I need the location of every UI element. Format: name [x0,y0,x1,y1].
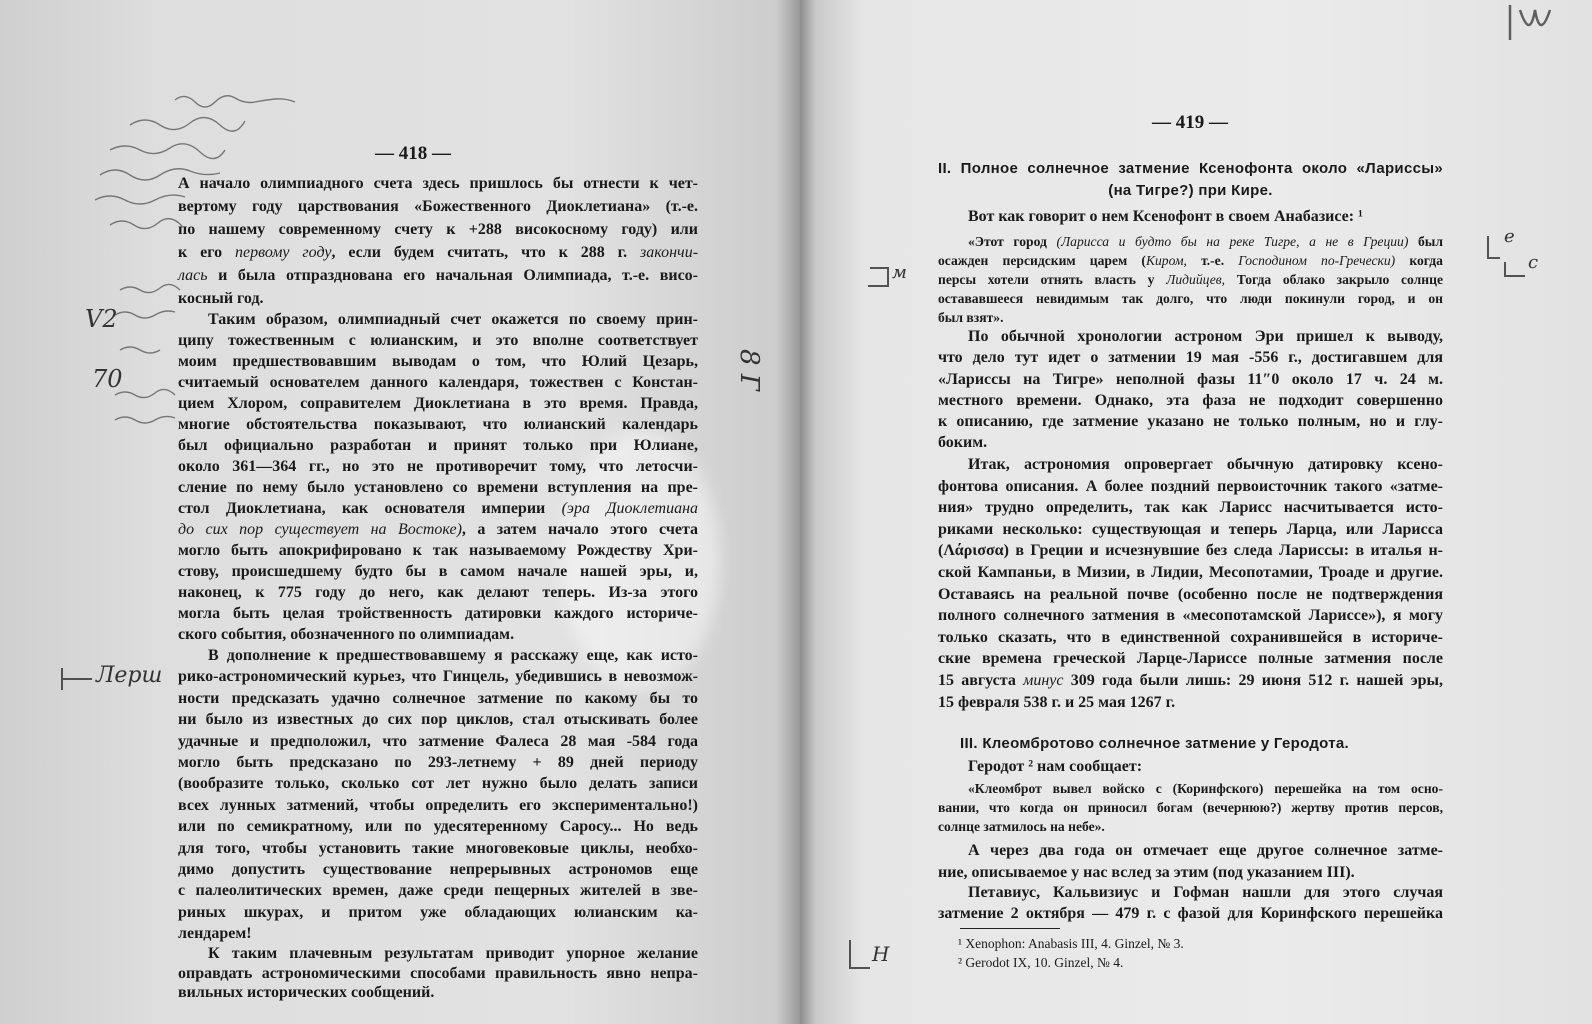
text-segment: был [1408,234,1443,249]
text-line: сление по нему было установлено со времени вступления на пре- [178,479,698,496]
paragraph-olympiad-start [178,172,698,310]
text-line: димо допустить существование непрерывных астрономов еще [178,861,698,879]
text-line [178,519,698,540]
paragraph-ginzel-curiosity [178,645,698,945]
text-line: могло быть предсказано по 293-летнему + 89 дней периоду [178,754,698,772]
text-line: ские времена греческой Ларце-Лариссе полные затмения после [938,650,1443,668]
text-segment: к его [178,244,235,261]
text-line: Итак, астрономия опровергает обычную датировку ксено- [968,456,1443,473]
marginal-note-v2: V2 [85,305,118,333]
italic-text: до сих пор существует на Востоке) [178,521,462,538]
text-line [178,241,698,264]
text-line: вертому году царствования «Божественного Диоклетиана» (т.-е. [178,198,698,215]
italic-text: лась [178,267,208,284]
text-line: что дело тут идет о затмении 19 мая -556 г., достигавшем для [938,349,1443,367]
text-line: затмение 2 октября — 479 г. с фазой для Коринфского перешейка [938,905,1443,922]
text-line: наконец, к 775 году до него, как делают теперь. Из-за этого [178,584,698,601]
text-line: был официально разработан и принят только при Юлиане, [178,437,698,454]
text-line: полного солнечного затмения в «месопотамской Лариссе»), я могу [938,607,1443,625]
text-line [178,498,698,519]
text-line: К таким плачевным результатам приводит упорное желание [208,945,698,962]
marginal-note-e: е [1504,226,1515,247]
text-line [938,270,1443,289]
text-line: для того, чтобы установить такие многовековые циклы, необхо- [178,839,698,857]
text-line: (Λάρισσα) в Греции и исчезнувшие без следа Лариссы: в италья н- [938,542,1443,560]
text-line: лендарем! [178,925,252,943]
marginal-note-c: с [1528,252,1539,273]
text-line: только сказать, что в единственной сохранившейся в историче- [938,628,1443,646]
footnote-2: ² Gerodot IX, 10. Ginzel, № 4. [958,955,1124,970]
text-line [938,670,1443,692]
text-line: с палеолитических времен, даже среди пещерных жителей в зве- [178,882,698,900]
italic-text: (Ларисса и будто бы на реке Тигре, а не в Греции) [1056,234,1409,249]
paragraph-xenophon-intro [938,206,1443,228]
italic-text: первому году [234,244,332,261]
text-line: Геродот ² нам сообщает: [968,758,1143,775]
footnote-1: ¹ Xenophon: Anabasis III, 4. Ginzel, № 3. [958,936,1184,951]
italic-text: Киром, [1145,253,1187,268]
text-line: около 361—364 гг., но это не противоречит тому, что летосчи- [178,458,698,475]
text-line: боким. [938,434,988,452]
text-line: ния» трудно определить, так как Ларисс насчитывается исто- [938,499,1443,517]
text-line: ние, описываемое у нас вслед за этим (под указанием III). [938,863,1355,881]
italic-text: Господином по-Гречески) [1238,253,1396,268]
text-line: (вообразите только, сколько сот лет нужно было делать записи [178,775,698,793]
text-line: косный год. [178,290,264,307]
text-line: или по семикратному, или по удесятеренному Саросу... Но ведь [178,818,698,836]
text-segment: 15 августа [938,671,1024,689]
text-line: всех лунных затмений, чтобы определить его экспериментально!) [178,796,698,814]
text-line: могло быть апокрифировано к так называемому Рождеству Хри- [178,542,698,559]
text-line: 15 февраля 538 г. и 25 мая 1267 г. [938,693,1176,711]
text-segment: , а затем начало этого счета [461,521,698,538]
paragraph-airy [938,326,1443,454]
text-line: ского события, обозначенного по олимпиадам. [178,626,515,643]
text-line: «Клеомброт вывел войско с (Коринфского) перешейка на том осно- [968,781,1443,796]
section-2-heading [938,158,1443,202]
paragraph-larissa [938,454,1443,713]
text-line: В дополнение к предшествовавшему я расскажу еще, как исто- [208,647,698,664]
text-line: Петавиус, Кальвизиус и Гофман нашли для этого случая [968,884,1443,901]
quote-xenophon [938,232,1443,327]
text-line: удачные и предположил, что затмение Фалеса 28 мая -584 года [178,732,698,750]
text-line: риных шкурах, и притом уже обладающих юлианским ка- [178,903,698,921]
text-line: к описанию, где затмение указано не только полным, но и глу- [938,413,1443,431]
text-line: остававшееся невидимым так долго, что люди покинули город, и он [938,291,1443,306]
text-segment: т.-е. [1186,253,1239,268]
text-line: рико-астрономический курьез, что Гинцель, убедившись в невозмож- [178,668,698,686]
heading-line: III. Клеомбротово солнечное затмение у Геродота. [960,735,1350,752]
text-segment: 309 года были лишь: 29 июня 512 г. нашей эры, [1063,671,1444,689]
right-page [800,0,1592,1024]
text-line: «Лариссы на Тигре» неполной фазы 11″0 около 17 ч. 24 м. [938,370,1443,388]
text-line: ципу тожественным с юлианским, и это вполне соответствует [178,332,698,349]
italic-text: минус [1023,671,1064,689]
text-segment: осажден персидским царем ( [938,253,1146,268]
paragraph-conclusion [178,944,698,1003]
text-line: Таким образом, олимпиадный счет окажется по своему прин- [208,311,698,328]
text-segment: когда [1395,253,1443,268]
paragraph-second-eclipse [938,840,1443,883]
text-line: Оставаясь на реальной почве (особенно после не подтверждения [938,585,1443,603]
text-line: стову, происшедшему будто бы в самом начале нашей эры, и, [178,563,698,580]
heading-line: II. Полное солнечное затмение Ксенофонта около «Лариссы» [938,160,1443,177]
text-line: ности предсказать удачно солнечное затмение по какому бы то [178,689,698,707]
marginal-note-70: 70 [92,365,123,393]
text-segment: Тогда облако закрыло солнце [1225,272,1444,287]
text-line: вании, что когда он приносил богам (вечернюю?) жертву против персов, [938,800,1443,815]
text-segment: и была отпразднована его начальная Олимпиада, т.-е. висо- [207,267,698,284]
footnote-divider [960,928,1060,929]
footnotes [958,934,1438,972]
marginal-note-lersh: Лерш [96,663,163,688]
italic-text: (эра Диоклетиана [561,500,699,517]
marginal-note-8g: 8 Г [734,348,765,392]
marginal-note-m: м [892,262,907,283]
section-3-heading [960,733,1440,755]
text-line [938,232,1443,251]
text-line: фонтова описания. А более поздний первоисточник такого «затме- [938,477,1443,495]
text-segment: «Этот город [968,234,1057,249]
paragraph-julian-calendar [178,309,698,645]
text-line: считаемый основателем данного календаря, тожествен с Констан- [178,374,698,391]
text-line [938,251,1443,270]
page-number-418: — 418 — [375,143,451,164]
text-line: риками несколько: существующая и теперь Ларца, или Ларисса [938,520,1443,538]
text-line: многие обстоятельства показывают, что юлианский календарь [178,416,698,433]
italic-text: закончи- [640,244,699,261]
paragraph-herodotus-intro [938,756,1443,778]
text-line: по нашему современному счету к +288 високосному году) или [178,221,698,238]
text-line: цием Хлором, соправителем Диоклетиана в это время. Правда, [178,395,698,412]
text-line: могла быть целая тройственность датировки каждого историче- [178,605,698,622]
text-line: солнце затмилось на небе». [938,819,1105,834]
text-segment: стол Диоклетиана, как основателя империи [178,500,562,517]
marginal-note-n: Н [872,942,890,966]
quote-herodotus [938,779,1443,836]
text-segment: , если будем считать, что к 288 г. [331,244,640,261]
text-line: А начало олимпиадного счета здесь пришлось бы отнести к чет- [178,175,698,192]
text-line: моим предшествовавшим выводам о том, что Юлий Цезарь, [178,353,698,370]
text-line: местного времени. Однако, эта фаза не подходит совершенно [938,391,1443,409]
italic-text: Лидийцев, [1166,272,1226,287]
text-line [178,264,698,287]
text-segment: персы хотели отнять власть у [938,272,1167,287]
text-line: был взят». [938,310,1004,325]
text-line: вильных исторических сообщений. [178,984,435,1001]
paragraph-petavius [938,882,1443,924]
text-line: По обычной хронологии астроном Эри пришел к выводу, [968,328,1443,345]
text-line: А через два года он отмечает еще другое солнечное затме- [968,842,1443,859]
heading-line: (на Тигре?) при Кире. [1108,182,1273,199]
page-number-419: — 419 — [1152,112,1228,133]
text-line: ской Кампаньи, в Мизии, в Лидии, Месопотамии, Троаде и другие. [938,563,1443,581]
text-line: оправдать астрономическими способами правильность явно непра- [178,964,698,982]
text-line: Вот как говорит о нем Ксенофонт в своем Анабазисе: ¹ [968,208,1363,225]
text-line: ни было из известных до сих пор циклов, стал отыскивать более [178,711,698,729]
